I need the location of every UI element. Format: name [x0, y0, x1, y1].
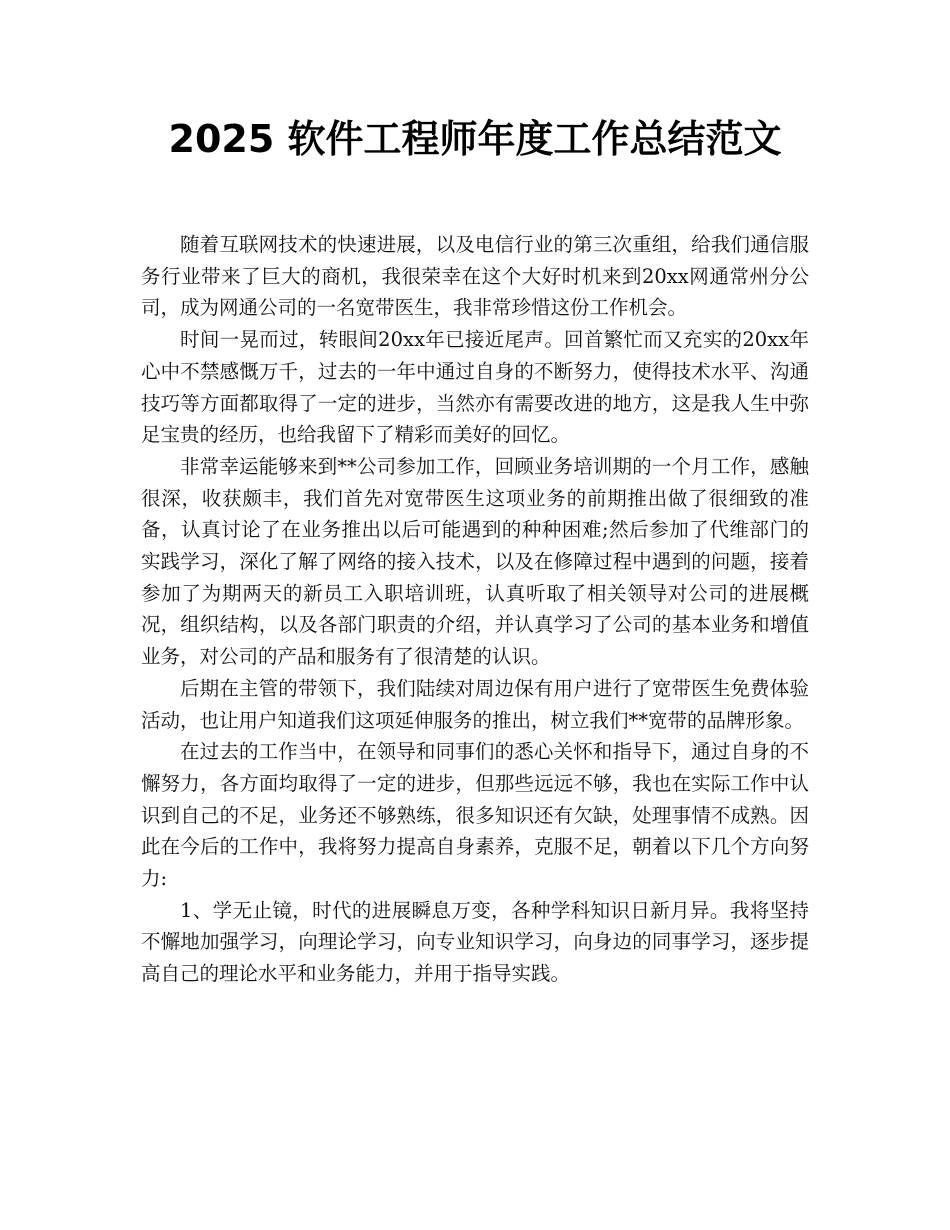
document-body: [141, 229, 809, 990]
paragraph-1: 随着互联网技术的快速进展，以及电信行业的第三次重组，给我们通信服务行业带来了巨大的商机，我很荣幸在这个大好时机来到20xx网通常州分公司，成为网通公司的一名宽带医生，我非常珍惜这份工作机会。: [141, 233, 809, 320]
paragraph-2: 时间一晃而过，转眼间20xx年已接近尾声。回首繁忙而又充实的20xx年心中不禁感慨万千，过去的一年中通过自身的不断努力，使得技术水平、沟通技巧等方面都取得了一定的进步，当然亦有需要改进的地方，这是我人生中弥足宝贵的经历，也给我留下了精彩而美好的回忆。: [141, 328, 809, 447]
paragraph-6: 1、学无止镜，时代的进展瞬息万变，各种学科知识日新月异。我将坚持不懈地加强学习，向理论学习，向专业知识学习，向身边的同事学习，逐步提高自己的理论水平和业务能力，并用于指导实践。: [141, 898, 809, 986]
paragraph-5: 在过去的工作当中，在领导和同事们的悉心关怀和指导下，通过自身的不懈努力，各方面均取得了一定的进步，但那些远远不够，我也在实际工作中认识到自己的不足，业务还不够熟练，很多知识还有欠缺，处理事情不成熟。因此在今后的工作中，我将努力提高自身素养，克服不足，朝着以下几个方向努力:: [141, 740, 809, 891]
document-title: 2025 软件工程师年度工作总结范文: [168, 117, 782, 161]
paragraph-4: 后期在主管的带领下，我们陆续对周边保有用户进行了宽带医生免费体验活动，也让用户知道我们这项延伸服务的推出，树立我们**宽带的品牌形象。: [141, 676, 809, 732]
paragraph-3: 非常幸运能够来到**公司参加工作，回顾业务培训期的一个月工作，感触很深，收获颇丰，我们首先对宽带医生这项业务的前期推出做了很细致的准备，认真讨论了在业务推出以后可能遇到的种种困难;然后参加了代维部门的实践学习，深化了解了网络的接入技术，以及在修障过程中遇到的问题，接着参加了为期两天的新员工入职培训班，认真听取了相关领导对公司的进展概况，组织结构，以及各部门职责的介绍，并认真学习了公司的基本业务和增值业务，对公司的产品和服务有了很清楚的认识。: [141, 454, 809, 669]
